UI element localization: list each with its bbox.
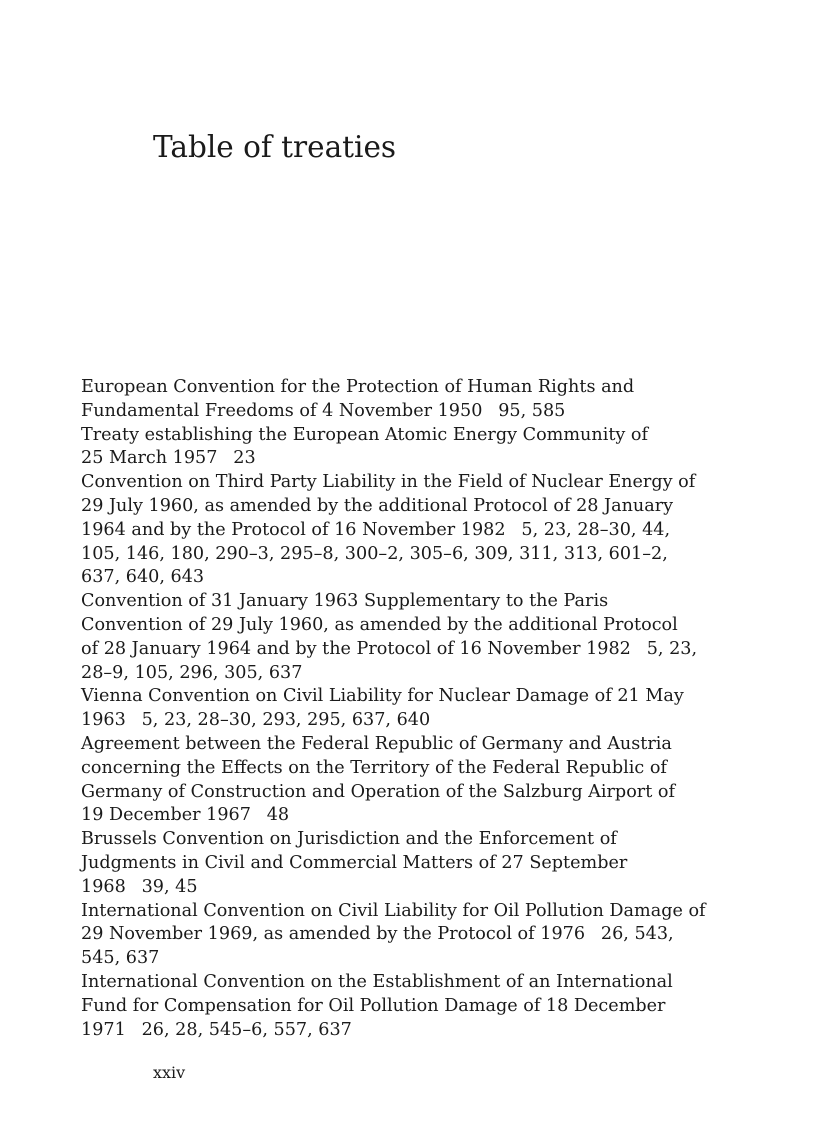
entry-line: Judgments in Civil and Commercial Matters of 27 September [81, 852, 628, 873]
treaty-entry [81, 971, 741, 1042]
page-references: 48 [266, 805, 290, 826]
page-references: 26, 28, 545–6, 557, 637 [141, 1019, 352, 1040]
treaty-entry [81, 828, 741, 899]
page-title: Table of treaties [153, 130, 397, 164]
entry-line: Convention of 31 January 1963 Supplementary to the Paris [81, 591, 609, 612]
treaty-entry [81, 471, 741, 590]
treaty-entry [81, 685, 741, 733]
entry-line: 29 November 1969, as amended by the Protocol of 1976 [81, 924, 586, 945]
page-references: 5, 23, [646, 638, 698, 659]
treaty-entry [81, 590, 741, 685]
entry-line: European Convention for the Protection of Human Rights and [81, 377, 635, 397]
page-references: 26, 543, [600, 924, 674, 945]
page-references: 39, 45 [141, 876, 198, 897]
entry-line: Vienna Convention on Civil Liability for Nuclear Damage of 21 May [81, 686, 684, 707]
entry-line: Treaty establishing the European Atomic Energy Community of [81, 424, 649, 445]
entry-line: Brussels Convention on Jurisdiction and the Enforcement of [81, 829, 617, 850]
entry-line: Fundamental Freedoms of 4 November 1950 [81, 400, 483, 421]
entry-line: International Convention on the Establishment of an International [81, 971, 673, 992]
entry-line: Agreement between the Federal Republic of Germany and Austria [81, 733, 672, 754]
entry-line: International Convention on Civil Liability for Oil Pollution Damage of [81, 900, 706, 921]
page-references: 23 [233, 448, 256, 469]
page-references-continued: 545, 637 [81, 948, 160, 969]
entry-line: Convention on Third Party Liability in the Field of Nuclear Energy of [81, 472, 696, 493]
entry-line: 29 July 1960, as amended by the additional Protocol of 28 January [81, 495, 674, 516]
treaty-list [81, 376, 741, 1042]
entry-line: 1964 and by the Protocol of 16 November 1982 [81, 519, 506, 540]
page-references: 5, 23, 28–30, 293, 295, 637, 640 [141, 710, 431, 731]
entry-line: 1971 [81, 1019, 126, 1040]
page-number: xxiv [153, 1063, 186, 1082]
treaty-entry [81, 424, 741, 472]
entry-line: Convention of 29 July 1960, as amended by the additional Protocol [81, 614, 678, 635]
page-references: 5, 23, 28–30, 44, [521, 519, 671, 540]
page-references-continued: 105, 146, 180, 290–3, 295–8, 300–2, 305–6, 309, 311, 313, 601–2, [81, 543, 668, 564]
entry-line: concerning the Effects on the Territory of the Federal Republic of [81, 757, 667, 778]
treaty-entry [81, 376, 741, 424]
entry-line: 1963 [81, 710, 126, 731]
page-references: 95, 585 [498, 400, 566, 421]
page-references-continued: 637, 640, 643 [81, 567, 205, 588]
entry-line: 19 December 1967 [81, 805, 251, 826]
entry-line: Fund for Compensation for Oil Pollution Damage of 18 December [81, 995, 666, 1016]
page-references-continued: 28–9, 105, 296, 305, 637 [81, 662, 303, 683]
entry-line: of 28 January 1964 and by the Protocol of 16 November 1982 [81, 638, 631, 659]
entry-line: 1968 [81, 876, 126, 897]
entry-line: Germany of Construction and Operation of the Salzburg Airport of [81, 781, 675, 802]
treaty-entry [81, 733, 741, 828]
treaty-entry [81, 900, 741, 971]
entry-line: 25 March 1957 [81, 448, 218, 469]
